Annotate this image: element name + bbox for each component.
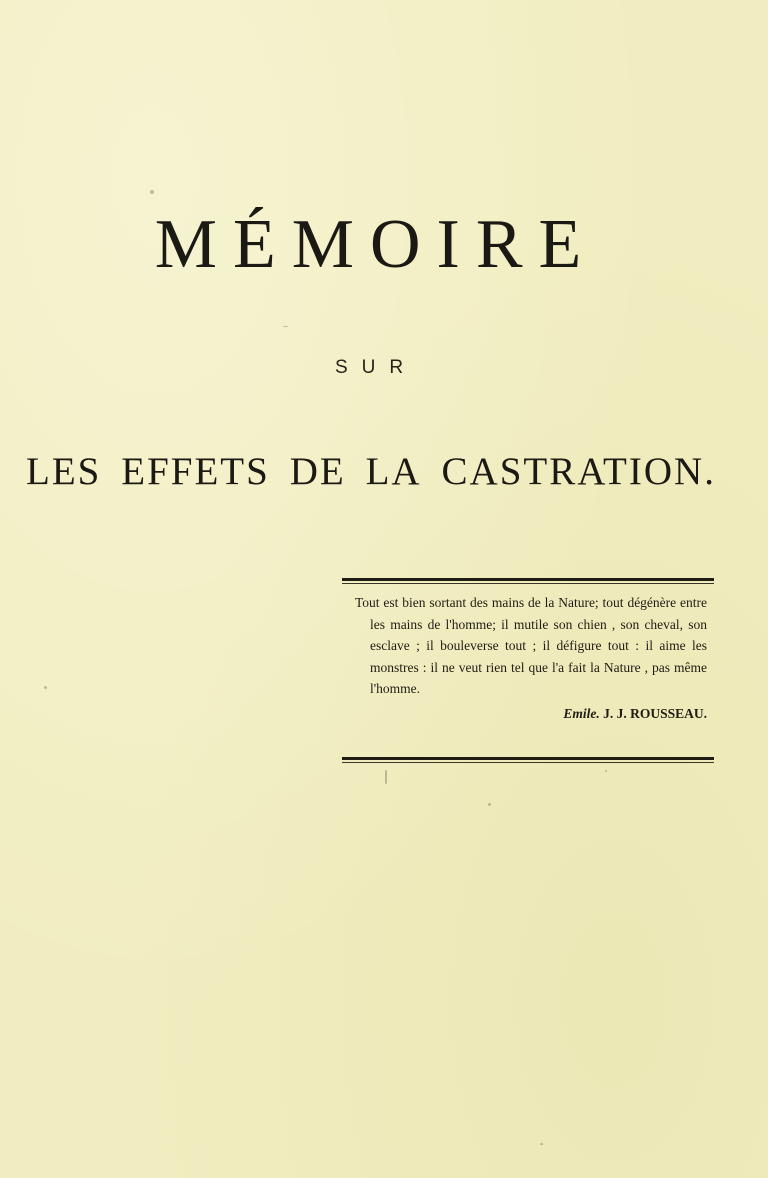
attribution-work: Emile. (563, 705, 600, 721)
epigraph-continuation: dégénère entre les mains de l'homme; il mutile son chien , son cheval, son esclave ; il bouleverse tout ; il défigure tout : il aime les monstres : il ne veut rien tel que l'a fait la Nature , pas même l'homme. (370, 595, 707, 696)
subtitle-word: LES (26, 450, 102, 493)
subtitle-word: LA (365, 450, 422, 493)
attribution-author: J. J. ROUSSEAU. (603, 705, 707, 721)
epigraph-first-line: Tout est bien sortant des mains de la Nature; tout (355, 595, 624, 610)
subtitle-word: EFFETS (121, 450, 270, 493)
subtitle-word: CASTRATION. (441, 450, 716, 493)
epigraph-attribution (355, 703, 707, 725)
page-title: MÉMOIRE (154, 206, 598, 283)
connector-word: SUR (334, 357, 418, 378)
subtitle-word: DE (289, 450, 346, 493)
epigraph-top-rule (342, 578, 714, 581)
subtitle (26, 448, 716, 496)
epigraph (355, 592, 707, 724)
epigraph-bottom-rule (342, 757, 714, 760)
epigraph-text (355, 592, 707, 700)
